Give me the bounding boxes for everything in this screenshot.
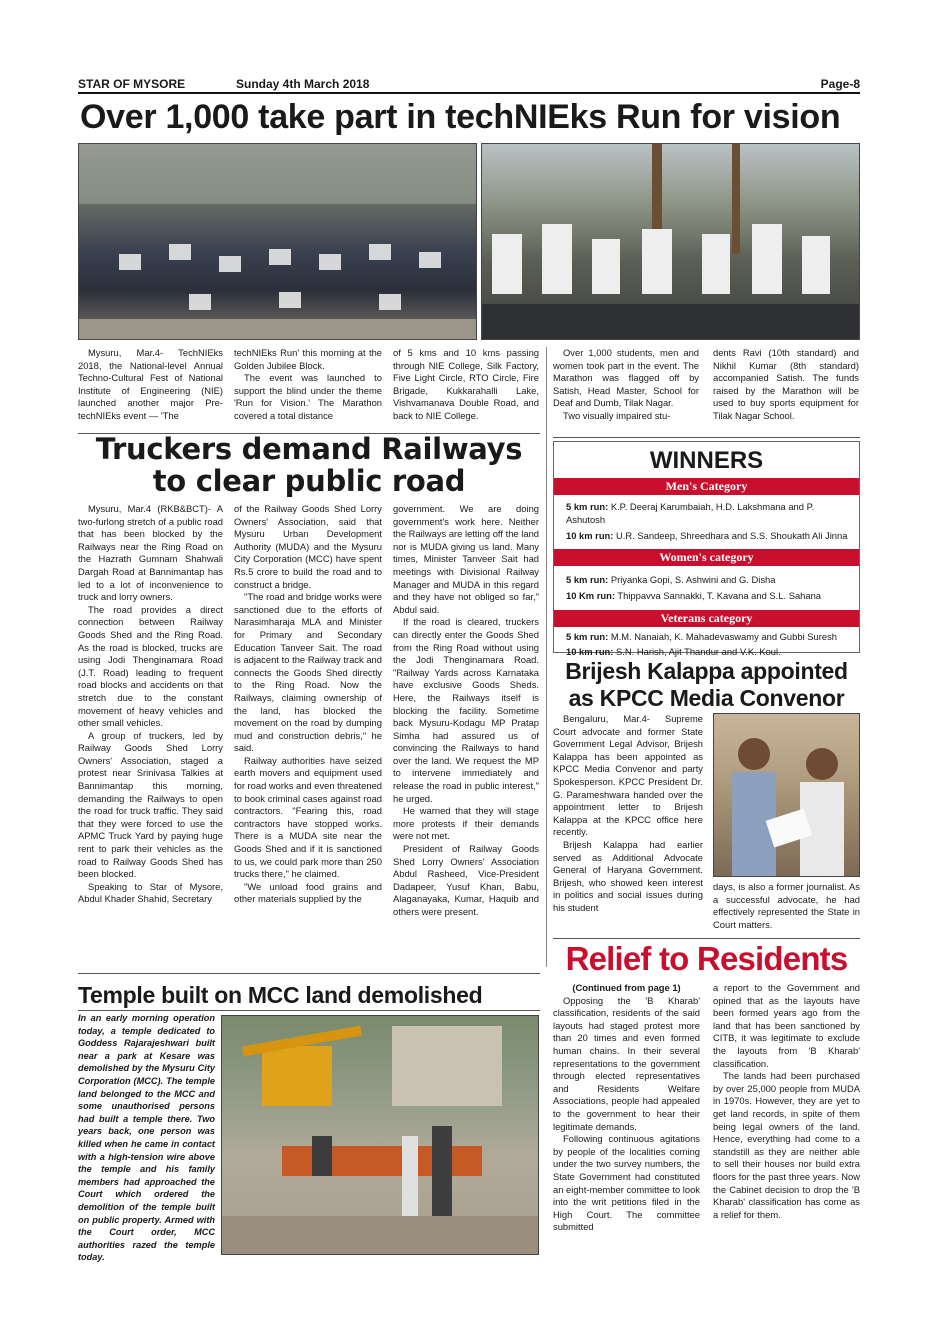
paper-name: STAR OF MYSORE xyxy=(78,77,186,91)
mens-category-bar: Men's Category xyxy=(554,478,859,495)
run-headline: Over 1,000 take part in techNIEks Run for vision xyxy=(80,98,841,136)
column-divider xyxy=(546,347,547,967)
veterans-5k-row: 5 km run: M.M. Nanaiah, K. Mahadevaswamy and Gubbi Suresh xyxy=(566,630,837,642)
continued-note: (Continued from page 1) xyxy=(572,982,681,993)
masthead xyxy=(78,74,860,94)
mens-5k-row: 5 km run: K.P. Deeraj Karumbaiah, H.D. Lakshmana and P. Ashutosh xyxy=(566,501,815,525)
womens-category-bar: Women's category xyxy=(554,549,859,566)
truckers-headline-line-1: Truckers demand Railways xyxy=(95,432,523,466)
temple-headline: Temple built on MCC land demolished xyxy=(78,982,483,1008)
womens-5k-row: 5 km run: Priyanka Gopi, S. Ashwini and G. Disha xyxy=(566,573,776,585)
brijesh-photo xyxy=(713,713,860,877)
truckers-col-2: of the Railway Goods Shed Lorry Owners' Association, said that Mysuru Urban Development Authority (MUDA) and the Mysuru City Corporation (MCC) have spent Rs.5 crore to build the road and to construct a bridge. "The road and bridge works were sanctioned due to the efforts of Narasimharaja MLA and Minister for Primary and Secondary Education Tanveer Sait. The road is adjacent to the Railway track and connects the Goods Shed directly to the Ring Road. Now the Railways, claiming ownership of the land, has blocked the movement on the road by dumping mud and construction debris," he said. Railway authorities have seized earth movers and equipment used for road works and even threatened to book criminal cases against road contractors. "Fearing this, road contractors have stopped works. There is a MUDA site near the Goods Shed and if it is sanctioned to us, we could park more than 250 trucks there," he claimed. "We unload food grains and other materials supplied by the xyxy=(234,503,383,905)
winners-box xyxy=(553,441,860,657)
run-col-4: Over 1,000 students, men and women took part in the event. The Marathon was flagged off by Satish, Head Master, School for Deaf and Dumb, Tilak Nagar. Two visually impaired stu- xyxy=(553,347,699,421)
run-end-rule xyxy=(553,437,860,438)
issue-date: Sunday 4th March 2018 xyxy=(236,77,370,91)
brijesh-photo-art xyxy=(714,714,860,877)
run-col-5: dents Ravi (10th standard) and Nikhil Kumar (8th standard) accompanied Satish. The funds raised by the Marathon will be used to buy sports equipment for Tilak Nagar School. xyxy=(713,347,859,421)
marathon-photo-art xyxy=(482,144,860,340)
temple-demolition-photo xyxy=(221,1015,539,1255)
page-number: Page-8 xyxy=(820,77,860,91)
temple-headline-rule xyxy=(78,1010,540,1011)
womens-10k-row: 10 Km run: Thippavva Sannakki, T. Kavana and S.L. Sahana xyxy=(566,590,822,602)
marathon-start-photo xyxy=(481,143,860,340)
group-photo-art xyxy=(79,144,477,340)
brijesh-headline-line-2: as KPCC Media Convenor xyxy=(568,685,845,711)
brijesh-col-1: Bengaluru, Mar.4- Supreme Court advocate and former State Government Legal Advisor, Brijesh Kalappa has been appointed as KPCC Media Convenor and party Spokesperson. KPCC President Dr. G. Parameshwara handed over the appointment letter to Brijesh Kalappa at the KPCC office here recently. Brijesh Kalappa had earlier served as Additional Advocate General of Haryana Government. Brijesh, who showed keen interest in politics and social issues during his student xyxy=(553,713,703,913)
truckers-col-1: Mysuru, Mar.4 (RKB&BCT)- A two-furlong stretch of a public road that has been blocked by the Railways near the Ring Road on the Hazrath Gumnam Shahwali Dargah Road at Bannimantap has led to a lot of inconvenience to truck and lorry owners. The road provides a direct connection between Railway Goods Shed and the Ring Road. As the road is blocked, trucks are using Jodi Thenginamara Road (J.T. Road) leading to frequent road blocks and accidents on that stretch due to the constant movement of heavy vehicles and other small vehicles. A group of truckers, led by Railway Goods Shed Lorry Owners' Association, staged a protest near Srinivasa Talkies at Bannimantap this morning, demanding the Railways to open the road for truck traffic. They said that they were forced to use the APMC Truck Yard by paying huge rent to park their vehicles as the road to Railway Goods Shed has been blocked. Speaking to Star of Mysore, Abdul Khader Shahid, Secretary xyxy=(78,503,223,905)
truckers-bottom-rule xyxy=(78,973,540,974)
veterans-10k-row: 10 km run: S.N. Harish, Ajit Thandur and V.K. Koul. xyxy=(566,645,781,657)
run-col-3: of 5 kms and 10 kms passing through NIE College, Silk Factory, Five Light Circle, RTO Circle, Fire Brigade, Kukkarahalli Lake, Vishvamanava Double Road, and back to NIE College. xyxy=(393,347,539,421)
truckers-col-3: government. We are doing government's work here. Neither the Railways are letting off the land nor is MUDA giving us land. Many times, Minister Tanveer Sait had meetings with Divisional Railway Manager and MUDA in this regard and they have not obliged so far," Abdul said. If the road is cleared, truckers can directly enter the Goods Shed from the Ring Road without using the Jodi Thenginamara Road. "Railway Yards across Karnataka have exclusive Goods Sheds. Here, the Railways itself is blocking the facility. Sometime back Mysuru-Kodagu MP Pratap Simha had assured us of convincing the Railways to hand over the land. We request the MP to intervene immediately and release the road in public interest," he urged. He warned that they will stage more protests if their demands were not met. President of Railway Goods Shed Lorry Owners' Association Abdul Rasheed, Vice-President Dadapeer, Yusuf Khan, Babu, Alaganayaka, Kumar, Haquib and others were present. xyxy=(393,503,539,917)
temple-photo-art xyxy=(222,1016,539,1255)
relief-headline: Relief to Residents xyxy=(565,940,848,977)
brijesh-headline-line-1: Brijesh Kalappa appointed xyxy=(565,658,848,684)
mens-10k-row: 10 km run: U.R. Sandeep, Shreedhara and S.S. Shoukath Ali Jinna xyxy=(566,530,848,542)
temple-caption: In an early morning operation today, a temple dedicated to Goddess Rajarajeshwari built near a park at Kesare was demolished by the Mysuru City Corporation (MCC). The temple land belonged to the MCC and some unauthorised persons had built a temple there. Two years back, one person was killed when he came in contact with a high-tension wire above the temple and his family members had approached the Court which ordered the demolition of the temple built on public property. Armed with the Court order, MCC authorities razed the temple today. xyxy=(78,1013,215,1263)
brijesh-col-2: days, is also a former journalist. As a successful advocate, he had effectively represented the State in Court matters. xyxy=(713,881,860,930)
relief-col-2: a report to the Government and opined that as the layouts have been formed years ago from the land that has been sanctioned by CITB, it was legitimate to exclude the layouts from 'B Kharab' classification. The lands had been purchased by over 25,000 people from MUDA in 1970s. However, they are yet to get land records, in spite of them being legal owners of the land. Hence, everything had come to a standstill as they are neither able to sell their houses nor build extra floors for the past three years. Now the Cabinet decision to drop the 'B Kharab' classification has come as a relief for them. xyxy=(713,982,860,1220)
veterans-category-bar: Veterans category xyxy=(554,610,859,627)
relief-col-1: (Continued from page 1) Opposing the 'B Kharab' classification, residents of the said layouts had staged protest more than 20 times and even formed human chains. In their several representations to the government through elected representatives and Residents Welfare Associations, people had appealed to the government to hear their legitimate demands. Following continuous agitations by people of the localities coming under the two survey numbers, the State Government had constituted an eight-member committee to look into the writ petitions filed in the High Court. The committee submitted xyxy=(553,982,700,1233)
winners-title: WINNERS xyxy=(649,447,764,474)
run-col-2: techNIEks Run' this morning at the Golden Jubilee Block. The event was launched to support the blind under the theme 'Run for Vision.' The Marathon covered a total distance xyxy=(234,347,382,421)
participants-group-photo xyxy=(78,143,477,340)
truckers-headline-line-2: to clear public road xyxy=(152,464,466,498)
run-col-1: Mysuru, Mar.4- TechNIEks 2018, the National-level Annual Techno-Cultural Fest of National Institute of Engineering (NIE) launched another major Pre-techNIEks event — 'The xyxy=(78,347,223,421)
